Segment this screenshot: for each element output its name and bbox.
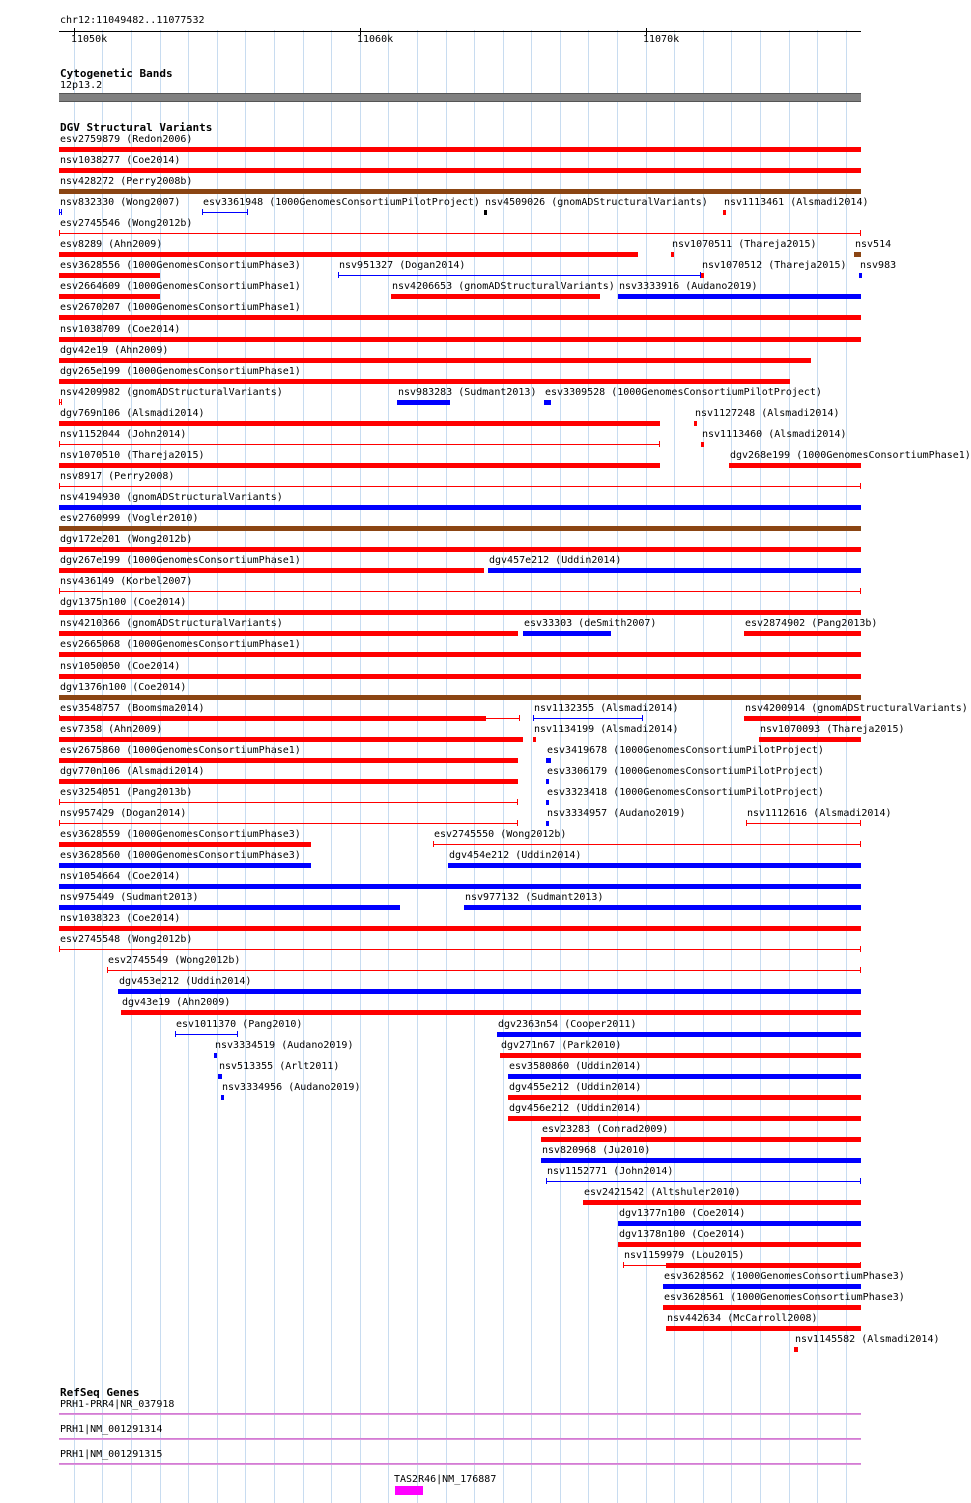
- variant-thin-line[interactable]: [59, 802, 518, 803]
- variant-label[interactable]: esv2675860 (1000GenomesConsortiumPhase1): [60, 745, 301, 756]
- variant-label[interactable]: nsv442634 (McCarroll2008): [667, 1313, 818, 1324]
- variant-bar[interactable]: [497, 1032, 861, 1037]
- gene-label[interactable]: PRH1-PRR4|NR_037918: [60, 1399, 175, 1410]
- gene-exon[interactable]: [395, 1486, 423, 1495]
- variant-label[interactable]: nsv4206653 (gnomADStructuralVariants): [392, 281, 615, 292]
- variant-label[interactable]: dgv769n106 (Alsmadi2014): [60, 408, 205, 419]
- variant-bar[interactable]: [59, 779, 518, 784]
- variant-bar[interactable]: [523, 631, 611, 636]
- variant-label[interactable]: esv1011370 (Pang2010): [176, 1019, 303, 1030]
- variant-thin-line[interactable]: [202, 212, 248, 213]
- variant-label[interactable]: esv2745549 (Wong2012b): [108, 955, 241, 966]
- variant-bar[interactable]: [759, 737, 861, 742]
- variant-bar[interactable]: [729, 463, 861, 468]
- variant-bar[interactable]: [701, 442, 704, 447]
- variant-bar[interactable]: [464, 905, 861, 910]
- gene-transcript-line[interactable]: [59, 1463, 861, 1465]
- variant-label[interactable]: dgv267e199 (1000GenomesConsortiumPhase1): [60, 555, 301, 566]
- variant-bar[interactable]: [59, 610, 861, 615]
- variant-label[interactable]: nsv4509026 (gnomADStructuralVariants): [485, 197, 708, 208]
- variant-bar[interactable]: [508, 1074, 861, 1079]
- variant-bar[interactable]: [859, 273, 862, 278]
- variant-end-tick: [338, 272, 339, 278]
- variant-bar[interactable]: [59, 337, 861, 342]
- variant-bar[interactable]: [663, 1305, 861, 1310]
- variant-label[interactable]: esv3306179 (1000GenomesConsortiumPilotProject): [547, 766, 824, 777]
- variant-end-tick: [59, 946, 60, 952]
- grid-line: [331, 30, 332, 1503]
- variant-bar[interactable]: [59, 421, 660, 426]
- variant-bar[interactable]: [618, 294, 861, 299]
- variant-bar[interactable]: [723, 210, 726, 215]
- variant-bar[interactable]: [744, 631, 861, 636]
- grid-line: [360, 30, 361, 1503]
- variant-thin-line[interactable]: [59, 444, 660, 445]
- variant-label[interactable]: nsv832330 (Wong2007): [60, 197, 181, 208]
- variant-bar[interactable]: [59, 652, 861, 657]
- variant-label[interactable]: esv2874902 (Pang2013b): [745, 618, 878, 629]
- variant-end-tick: [659, 441, 660, 447]
- variant-label[interactable]: esv3628561 (1000GenomesConsortiumPhase3): [664, 1292, 905, 1303]
- variant-label[interactable]: dgv770n106 (Alsmadi2014): [60, 766, 205, 777]
- variant-bar[interactable]: [218, 1074, 222, 1079]
- variant-label[interactable]: nsv4194930 (gnomADStructuralVariants): [60, 492, 283, 503]
- variant-bar[interactable]: [59, 926, 861, 931]
- variant-bar[interactable]: [694, 421, 697, 426]
- variant-label[interactable]: nsv1070511 (Thareja2015): [672, 239, 817, 250]
- variant-bar[interactable]: [59, 315, 861, 320]
- variant-bar[interactable]: [59, 631, 518, 636]
- variant-bar[interactable]: [118, 989, 861, 994]
- variant-label[interactable]: esv8289 (Ahn2009): [60, 239, 163, 250]
- variant-bar[interactable]: [59, 147, 861, 152]
- variant-bar[interactable]: [59, 695, 861, 700]
- variant-end-tick: [175, 1031, 176, 1037]
- variant-end-tick: [59, 588, 60, 594]
- variant-thin-line[interactable]: [433, 844, 861, 845]
- variant-end-tick: [517, 820, 518, 826]
- variant-bar[interactable]: [59, 863, 311, 868]
- variant-end-tick: [59, 799, 60, 805]
- variant-bar[interactable]: [59, 168, 861, 173]
- variant-label[interactable]: nsv3333916 (Audano2019): [619, 281, 758, 292]
- variant-bar[interactable]: [59, 189, 861, 194]
- variant-label[interactable]: dgv1378n100 (Coe2014): [619, 1229, 746, 1240]
- variant-label[interactable]: nsv1145582 (Alsmadi2014): [795, 1334, 940, 1345]
- variant-bar[interactable]: [59, 379, 790, 384]
- ruler-tick-label: 11050k: [71, 34, 108, 45]
- variant-end-tick: [860, 967, 861, 973]
- variant-bar[interactable]: [59, 905, 400, 910]
- cytoband-track-title: Cytogenetic Bands: [60, 67, 173, 80]
- variant-thin-line[interactable]: [59, 823, 518, 824]
- variant-label[interactable]: nsv977132 (Sudmant2013): [465, 892, 604, 903]
- grid-line: [388, 30, 389, 1503]
- variant-bar[interactable]: [508, 1116, 861, 1121]
- variant-label[interactable]: esv2745548 (Wong2012b): [60, 934, 193, 945]
- variant-label[interactable]: dgv1377n100 (Coe2014): [619, 1208, 746, 1219]
- cytoband-bar[interactable]: [59, 93, 861, 102]
- grid-line: [846, 30, 847, 1503]
- variant-end-tick: [61, 209, 62, 215]
- variant-bar[interactable]: [397, 400, 450, 405]
- variant-bar[interactable]: [221, 1095, 224, 1100]
- variant-end-tick: [860, 483, 861, 489]
- variant-label[interactable]: nsv1070512 (Thareja2015): [702, 260, 847, 271]
- variant-label[interactable]: nsv3334956 (Audano2019): [222, 1082, 361, 1093]
- variant-label[interactable]: esv3419678 (1000GenomesConsortiumPilotProject): [547, 745, 824, 756]
- variant-end-tick: [59, 209, 60, 215]
- ruler-tick-label: 11070k: [643, 34, 680, 45]
- variant-end-tick: [107, 967, 108, 973]
- variant-bar[interactable]: [546, 800, 549, 805]
- variant-bar[interactable]: [666, 1326, 861, 1331]
- variant-label[interactable]: dgv42e19 (Ahn2009): [60, 345, 169, 356]
- variant-label[interactable]: nsv1159979 (Lou2015): [624, 1250, 745, 1261]
- variant-label[interactable]: esv2421542 (Altshuler2010): [584, 1187, 741, 1198]
- grid-line: [274, 30, 275, 1503]
- variant-bar[interactable]: [59, 294, 160, 299]
- ruler-tick-label: 11060k: [357, 34, 394, 45]
- variant-bar[interactable]: [666, 1263, 861, 1268]
- variant-bar[interactable]: [59, 737, 523, 742]
- variant-bar[interactable]: [618, 1221, 861, 1226]
- variant-thin-line[interactable]: [107, 970, 861, 971]
- variant-bar[interactable]: [214, 1053, 217, 1058]
- variant-label[interactable]: nsv1113460 (Alsmadi2014): [702, 429, 847, 440]
- gene-label[interactable]: TAS2R46|NM_176887: [394, 1474, 497, 1485]
- variant-bar[interactable]: [448, 863, 861, 868]
- variant-thin-line[interactable]: [546, 1181, 861, 1182]
- variant-bar[interactable]: [484, 210, 487, 215]
- variant-label[interactable]: nsv975449 (Sudmant2013): [60, 892, 199, 903]
- ruler-location-label: chr12:11049482..11077532: [60, 15, 205, 26]
- variant-label[interactable]: nsv1134199 (Alsmadi2014): [534, 724, 679, 735]
- variant-label[interactable]: esv33303 (deSmith2007): [524, 618, 657, 629]
- variant-end-tick: [59, 230, 60, 236]
- variant-bar[interactable]: [59, 884, 861, 889]
- variant-thin-line[interactable]: [59, 233, 861, 234]
- variant-bar[interactable]: [541, 1137, 861, 1142]
- variant-bar[interactable]: [59, 526, 861, 531]
- variant-label[interactable]: esv3309528 (1000GenomesConsortiumPilotProject): [545, 387, 822, 398]
- variant-label[interactable]: nsv1132355 (Alsmadi2014): [534, 703, 679, 714]
- refseq-track-title: RefSeq Genes: [60, 1386, 140, 1399]
- variant-label[interactable]: esv3628559 (1000GenomesConsortiumPhase3): [60, 829, 301, 840]
- variant-bar[interactable]: [544, 400, 551, 405]
- variant-end-tick: [642, 715, 643, 721]
- variant-label[interactable]: nsv1152771 (John2014): [547, 1166, 674, 1177]
- grid-line: [303, 30, 304, 1503]
- variant-label[interactable]: esv3254051 (Pang2013b): [60, 787, 193, 798]
- variant-label[interactable]: esv23283 (Conrad2009): [542, 1124, 669, 1135]
- variant-end-tick: [623, 1262, 624, 1268]
- variant-thin-line[interactable]: [59, 949, 861, 950]
- variant-label[interactable]: dgv43e19 (Ahn2009): [122, 997, 231, 1008]
- variant-end-tick: [59, 820, 60, 826]
- variant-label[interactable]: nsv1127248 (Alsmadi2014): [695, 408, 840, 419]
- variant-thin-line[interactable]: [746, 823, 861, 824]
- variant-end-tick: [59, 483, 60, 489]
- variant-end-tick: [59, 441, 60, 447]
- variant-end-tick: [860, 588, 861, 594]
- variant-bar[interactable]: [59, 463, 660, 468]
- variant-end-tick: [433, 841, 434, 847]
- variant-label[interactable]: nsv4209982 (gnomADStructuralVariants): [60, 387, 283, 398]
- variant-end-tick: [61, 399, 62, 405]
- variant-bar[interactable]: [500, 1053, 861, 1058]
- cytoband-label: 12p13.2: [60, 80, 103, 91]
- variant-label[interactable]: nsv4210366 (gnomADStructuralVariants): [60, 618, 283, 629]
- variant-label[interactable]: esv2664609 (1000GenomesConsortiumPhase1): [60, 281, 301, 292]
- variant-bar[interactable]: [59, 252, 638, 257]
- variant-label[interactable]: nsv1038323 (Coe2014): [60, 913, 181, 924]
- variant-bar[interactable]: [583, 1200, 861, 1205]
- variant-bar[interactable]: [121, 1010, 861, 1015]
- variant-label[interactable]: esv3548757 (Boomsma2014): [60, 703, 205, 714]
- variant-end-tick: [247, 209, 248, 215]
- variant-label[interactable]: esv7358 (Ahn2009): [60, 724, 163, 735]
- variant-label[interactable]: esv3323418 (1000GenomesConsortiumPilotProject): [547, 787, 824, 798]
- variant-label[interactable]: dgv454e212 (Uddin2014): [449, 850, 582, 861]
- grid-line: [474, 30, 475, 1503]
- variant-label[interactable]: esv3580860 (Uddin2014): [509, 1061, 642, 1072]
- variant-bar[interactable]: [59, 547, 861, 552]
- variant-label[interactable]: nsv513355 (Arlt2011): [219, 1061, 340, 1072]
- variant-end-tick: [519, 715, 520, 721]
- variant-label[interactable]: nsv1038277 (Coe2014): [60, 155, 181, 166]
- variant-bar[interactable]: [701, 273, 704, 278]
- variant-label[interactable]: nsv1054664 (Coe2014): [60, 871, 181, 882]
- variant-bar[interactable]: [59, 758, 518, 763]
- variant-label[interactable]: esv3361948 (1000GenomesConsortiumPilotProject): [203, 197, 480, 208]
- variant-label[interactable]: esv3628562 (1000GenomesConsortiumPhase3): [664, 1271, 905, 1282]
- variant-label[interactable]: esv2745550 (Wong2012b): [434, 829, 567, 840]
- grid-line: [531, 30, 532, 1503]
- grid-line: [446, 30, 447, 1503]
- grid-line: [503, 30, 504, 1503]
- variant-bar[interactable]: [59, 568, 484, 573]
- grid-line: [417, 30, 418, 1503]
- variant-bar[interactable]: [854, 252, 861, 257]
- variant-label[interactable]: nsv951327 (Dogan2014): [339, 260, 466, 271]
- variant-end-tick: [746, 820, 747, 826]
- variant-label[interactable]: esv2745546 (Wong2012b): [60, 218, 193, 229]
- variant-label[interactable]: nsv8917 (Perry2008): [60, 471, 175, 482]
- variant-bar[interactable]: [794, 1347, 798, 1352]
- variant-bar[interactable]: [59, 674, 861, 679]
- variant-bar[interactable]: [508, 1095, 861, 1100]
- variant-label[interactable]: nsv1050050 (Coe2014): [60, 661, 181, 672]
- variant-end-tick: [546, 1178, 547, 1184]
- variant-end-tick: [860, 946, 861, 952]
- variant-label[interactable]: nsv436149 (Korbel2007): [60, 576, 193, 587]
- variant-bar[interactable]: [59, 716, 486, 721]
- variant-label[interactable]: nsv820968 (Ju2010): [542, 1145, 651, 1156]
- variant-label[interactable]: dgv457e212 (Uddin2014): [489, 555, 622, 566]
- variant-label[interactable]: nsv4200914 (gnomADStructuralVariants): [745, 703, 968, 714]
- variant-bar[interactable]: [546, 779, 549, 784]
- variant-bar[interactable]: [533, 737, 536, 742]
- variant-label[interactable]: nsv1113461 (Alsmadi2014): [724, 197, 869, 208]
- variant-bar[interactable]: [744, 716, 861, 721]
- variant-thin-line[interactable]: [533, 718, 643, 719]
- gene-transcript-line[interactable]: [59, 1413, 861, 1415]
- variant-label[interactable]: dgv456e212 (Uddin2014): [509, 1103, 642, 1114]
- variant-end-tick: [860, 820, 861, 826]
- grid-line: [217, 30, 218, 1503]
- variant-label[interactable]: nsv983: [860, 260, 897, 271]
- variant-end-tick: [533, 715, 534, 721]
- variant-label[interactable]: nsv1038709 (Coe2014): [60, 324, 181, 335]
- variant-label[interactable]: nsv514: [855, 239, 892, 250]
- variant-label[interactable]: esv2760999 (Vogler2010): [60, 513, 199, 524]
- variant-label[interactable]: dgv265e199 (1000GenomesConsortiumPhase1): [60, 366, 301, 377]
- variant-label[interactable]: nsv983283 (Sudmant2013): [398, 387, 537, 398]
- variant-label[interactable]: dgv2363n54 (Cooper2011): [498, 1019, 637, 1030]
- variant-label[interactable]: esv2670207 (1000GenomesConsortiumPhase1): [60, 302, 301, 313]
- variant-bar[interactable]: [488, 568, 861, 573]
- variant-bar[interactable]: [663, 1284, 861, 1289]
- variant-label[interactable]: nsv3334519 (Audano2019): [215, 1040, 354, 1051]
- variant-end-tick: [860, 230, 861, 236]
- variant-end-tick: [860, 1178, 861, 1184]
- grid-line: [245, 30, 246, 1503]
- variant-bar[interactable]: [391, 294, 600, 299]
- variant-label[interactable]: esv3628556 (1000GenomesConsortiumPhase3): [60, 260, 301, 271]
- variant-label[interactable]: esv2665068 (1000GenomesConsortiumPhase1): [60, 639, 301, 650]
- variant-label[interactable]: nsv428272 (Perry2008b): [60, 176, 193, 187]
- variant-bar[interactable]: [59, 273, 160, 278]
- variant-label[interactable]: dgv453e212 (Uddin2014): [119, 976, 252, 987]
- variant-thin-line[interactable]: [175, 1034, 238, 1035]
- variant-label[interactable]: dgv1376n100 (Coe2014): [60, 682, 187, 693]
- variant-label[interactable]: nsv957429 (Dogan2014): [60, 808, 187, 819]
- variant-label[interactable]: dgv455e212 (Uddin2014): [509, 1082, 642, 1093]
- gene-label[interactable]: PRH1|NM_001291314: [60, 1424, 163, 1435]
- gene-transcript-line[interactable]: [59, 1438, 861, 1440]
- variant-bar[interactable]: [59, 842, 311, 847]
- variant-bar[interactable]: [546, 821, 549, 826]
- variant-end-tick: [517, 799, 518, 805]
- variant-end-tick: [237, 1031, 238, 1037]
- variant-label[interactable]: dgv1375n100 (Coe2014): [60, 597, 187, 608]
- variant-label[interactable]: nsv1070093 (Thareja2015): [760, 724, 905, 735]
- variant-end-tick: [59, 399, 60, 405]
- variant-bar[interactable]: [618, 1242, 861, 1247]
- variant-label[interactable]: nsv1152044 (John2014): [60, 429, 187, 440]
- variant-label[interactable]: esv3628560 (1000GenomesConsortiumPhase3): [60, 850, 301, 861]
- variant-bar[interactable]: [671, 252, 674, 257]
- gene-label[interactable]: PRH1|NM_001291315: [60, 1449, 163, 1460]
- variant-label[interactable]: nsv1070510 (Thareja2015): [60, 450, 205, 461]
- ruler-line: [59, 31, 861, 32]
- variant-end-tick: [202, 209, 203, 215]
- variant-label[interactable]: dgv271n67 (Park2010): [501, 1040, 622, 1051]
- variant-label[interactable]: dgv268e199 (1000GenomesConsortiumPhase1): [730, 450, 971, 461]
- variant-bar[interactable]: [59, 505, 861, 510]
- variant-label[interactable]: dgv172e201 (Wong2012b): [60, 534, 193, 545]
- dgv-track-title: DGV Structural Variants: [60, 121, 213, 134]
- variant-bar[interactable]: [59, 358, 811, 363]
- variant-end-tick: [860, 841, 861, 847]
- variant-label[interactable]: nsv1112616 (Alsmadi2014): [747, 808, 892, 819]
- variant-thin-line[interactable]: [59, 486, 861, 487]
- variant-label[interactable]: esv2759879 (Redon2006): [60, 134, 193, 145]
- variant-label[interactable]: nsv3334957 (Audano2019): [547, 808, 686, 819]
- variant-bar[interactable]: [546, 758, 551, 763]
- variant-bar[interactable]: [541, 1158, 861, 1163]
- variant-thin-line[interactable]: [338, 275, 701, 276]
- variant-thin-line[interactable]: [59, 591, 861, 592]
